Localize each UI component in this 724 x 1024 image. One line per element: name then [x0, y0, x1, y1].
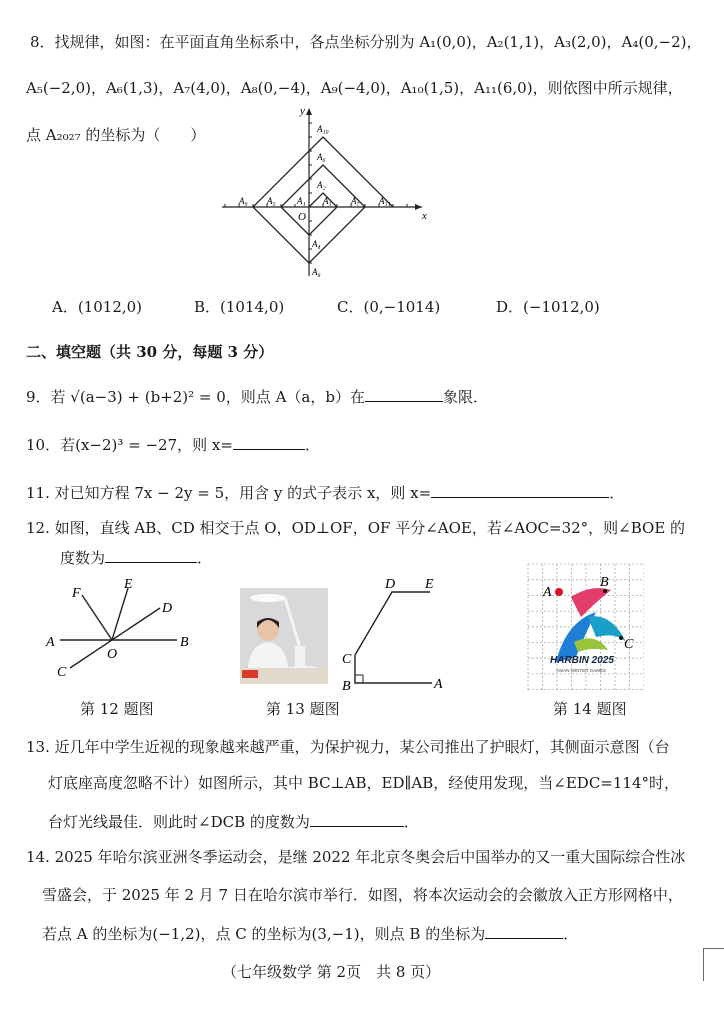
q10-answer-blank[interactable] — [233, 433, 305, 450]
ray-of — [82, 595, 112, 640]
q8-coordinate-figure — [222, 104, 432, 280]
origin-label: O — [298, 211, 306, 223]
q10-tail: ． — [304, 436, 320, 454]
logo-shape-green — [574, 638, 608, 652]
q8-option-d[interactable]: D．(−1012,0) — [496, 298, 600, 316]
logo-title: HARBIN 2025 — [550, 655, 614, 666]
fig12-caption: 第 12 题图 — [80, 700, 154, 718]
label-b: B — [180, 635, 189, 650]
q13-line3 — [48, 810, 419, 832]
label-d: D — [385, 577, 396, 592]
fig13-lamp-diagram — [335, 570, 445, 695]
x-axis-label: x — [422, 210, 427, 222]
q8-option-c[interactable]: C．(0,−1014) — [337, 298, 441, 316]
q9 — [26, 385, 488, 407]
y-axis-arrow — [306, 108, 312, 115]
point-c — [619, 636, 623, 640]
section-heading: 二、填空题（共 30 分，每题 3 分） — [26, 343, 274, 361]
label-o: O — [107, 647, 118, 662]
label-c: C — [624, 637, 634, 652]
page-footer: （七年级数学 第 2页 共 8 页） — [222, 963, 441, 981]
fig14-caption: 第 14 题图 — [553, 700, 627, 718]
q13-text: 台灯光线最佳．则此时∠DCB 的度数为 — [48, 813, 310, 831]
fig14-logo-grid — [526, 562, 644, 692]
point-label: A₁₀ — [317, 124, 329, 134]
q11 — [26, 481, 624, 503]
q14-tail: ． — [563, 925, 579, 943]
ray-oe — [112, 588, 128, 640]
q12-text: 度数为 — [60, 549, 106, 567]
q8-line1: 8．找规律，如图：在平面直角坐标系中，各点坐标分别为 A₁(0,0)，A₂(1,1)，A₃(2,0)，A₄(0,−2)， — [30, 33, 702, 51]
point-label: A₂ — [317, 180, 326, 190]
point-label: A₇ — [351, 196, 360, 206]
label-a: A — [543, 585, 552, 600]
q9-text: 9．若 √(a−3) + (b+2)² = 0，则点 A（a，b）在 — [26, 388, 365, 406]
label-c: C — [342, 652, 352, 667]
q8-line2: A₅(−2,0)，A₆(1,3)，A₇(4,0)，A₈(0,−4)，A₉(−4,0)，A₁₀(1,5)，A₁₁(6,0)，则依图中所示规律， — [26, 79, 683, 97]
label-e: E — [425, 577, 434, 592]
q14-line1: 14. 2025 年哈尔滨亚洲冬季运动会，是继 2022 年北京冬奥会后中国举办的又一重大国际综合性冰 — [26, 848, 686, 866]
logo-subtitle: ASIAN WINTER GAMES — [556, 668, 607, 673]
point-label: A₅ — [267, 196, 276, 206]
point-label: A₁ — [297, 196, 306, 206]
fig13-caption: 第 13 题图 — [266, 700, 340, 718]
q14-answer-blank[interactable] — [485, 922, 563, 939]
q10-text: 10．若(x−2)³ = −27，则 x= — [26, 436, 233, 454]
lamp-outline — [355, 592, 432, 683]
q8-line3: 点 A₂₀₂₇ 的坐标为（ ） — [26, 126, 206, 144]
q13-line2: 灯底座高度忽略不计）如图所示，其中 BC⊥AB，ED∥AB，经使用发现，当∠EDC=114°时， — [48, 774, 679, 792]
label-d: D — [162, 601, 173, 616]
q9-answer-blank[interactable] — [365, 385, 443, 402]
fig12-angle-diagram — [0, 560, 200, 700]
q14-text: 若点 A 的坐标为(−1,2)，点 C 的坐标为(3,−1)，则点 B 的坐标为 — [42, 925, 486, 943]
q13-tail: ． — [403, 813, 419, 831]
q8-option-b[interactable]: B．(1014,0) — [194, 298, 285, 316]
q11-answer-blank[interactable] — [431, 481, 609, 498]
q11-text: 11. 对已知方程 7x − 2y = 5，用含 y 的式子表示 x，则 x= — [26, 484, 432, 502]
point-a-sun — [555, 588, 563, 596]
label-a: A — [434, 677, 443, 692]
q13-line1: 13. 近几年中学生近视的现象越来越严重，为保护视力，某公司推出了护眼灯，其侧面示意图（台 — [26, 738, 670, 756]
x-axis-arrow — [415, 204, 422, 210]
point-label: A₈ — [312, 267, 321, 277]
right-angle-mark — [355, 675, 363, 683]
point-label: A₄ — [312, 239, 321, 249]
page-corner-mark — [703, 948, 724, 981]
q14-line2: 雪盛会，于 2025 年 2 月 7 日在哈尔滨市举行．如图，将本次运动会的会徽放入正方形网格中， — [42, 886, 683, 904]
y-axis-label: y — [300, 105, 305, 117]
point-label: A₃ — [323, 196, 332, 206]
label-b: B — [600, 575, 609, 590]
point-label: A₁₁ — [379, 196, 391, 206]
q12-tail: ． — [197, 549, 213, 567]
label-a: A — [46, 635, 55, 650]
q13-answer-blank[interactable] — [310, 810, 404, 827]
q11-tail: ． — [609, 484, 625, 502]
q12-line1: 12. 如图，直线 AB、CD 相交于点 O，OD⊥OF，OF 平分∠AOE，若∠AOC=32°，则∠BOE 的 — [26, 519, 686, 537]
point-label: A₆ — [317, 152, 326, 162]
q8-option-a[interactable]: A．(1012,0) — [52, 298, 143, 316]
label-c: C — [57, 665, 67, 680]
q14-line3 — [42, 922, 578, 944]
q9-tail: 象限． — [442, 388, 488, 406]
desk-lamp-photo — [240, 588, 328, 684]
label-b: B — [342, 679, 351, 694]
q10 — [26, 433, 320, 455]
point-label: A₉ — [239, 196, 248, 206]
label-e: E — [124, 577, 133, 592]
label-f: F — [72, 586, 81, 601]
